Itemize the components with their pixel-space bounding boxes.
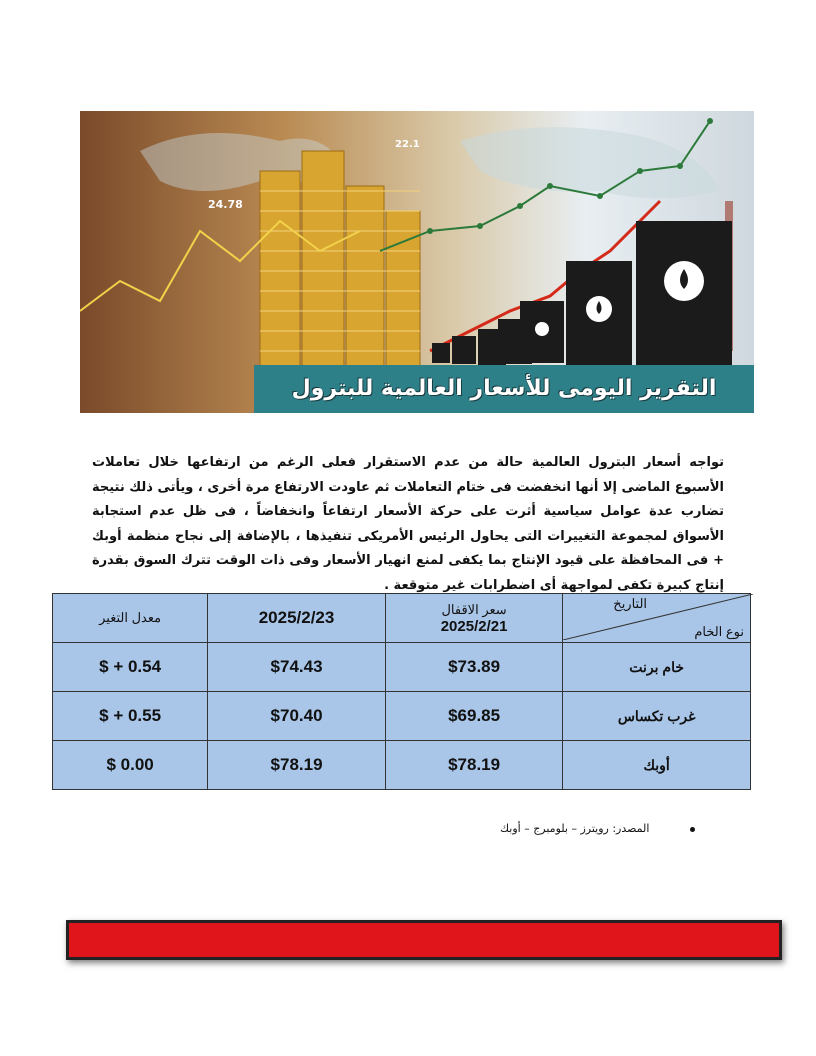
header-date-label: التاريخ: [613, 596, 648, 611]
price-change: $ + 0.55: [53, 692, 208, 741]
closing-price-label: سعر الاقفال: [441, 601, 507, 617]
header-date2: 2025/2/23: [208, 594, 386, 643]
table-header-row: [53, 594, 751, 643]
price-table: [52, 593, 751, 790]
intro-paragraph: تواجه أسعار البترول العالمية حالة من عدم الاستقرار فعلى الرغم من ارتفاعها خلال تعاملات الأسبوع الماضى إلا أنها انخفضت فى ختام التعاملات ثم عاودت الارتفاع مرة أخرى ، ويأتى ذلك نتيجة تضارب عدة عوامل سياسية أثرت على حركة الأسعار ارتفاعاً وانخفاضاً ، فى ظل عدم استجابة الأسواق لمجموعة التغييرات التى يحاول الرئيس الأمريكى تنفيذها ، بالإضافة إلى نجاح منظمة أوبك + فى المحافظة على قيود الإنتاج بما يكفى لمنع انهيار الأسعار وفى ذات الوقت تترك السوق بقدرة إنتاج كبيرة تكفى لمواجهة أى اضطرابات غير متوقعة .: [92, 455, 724, 593]
bullet-icon: [690, 827, 695, 832]
price-date1: $78.19: [385, 741, 562, 790]
price-change: $ 0.00: [53, 741, 208, 790]
header-crude-type-label: نوع الخام: [694, 624, 744, 639]
price-date1: $73.89: [385, 643, 562, 692]
price-change: $ + 0.54: [53, 643, 208, 692]
crude-name: خام برنت: [563, 643, 751, 692]
crude-name: أوبك: [563, 741, 751, 790]
corner-header-cell: [563, 594, 751, 643]
header-change-rate: معدل التغير: [53, 594, 208, 643]
source-note: المصدر: رويترز – بلومبرج – أوبك: [500, 822, 650, 835]
price-date1: $69.85: [385, 692, 562, 741]
price-date2: $74.43: [208, 643, 386, 692]
table-row: [53, 643, 751, 692]
table-row: [53, 741, 751, 790]
footer-red-bar: [66, 920, 782, 960]
banner-title: التقرير اليومى للأسعار العالمية للبترول: [254, 365, 754, 413]
table-row: [53, 692, 751, 741]
price-date2: $78.19: [208, 741, 386, 790]
header-date1: 2025/2/21: [440, 617, 508, 635]
header-closing-price: [385, 594, 562, 643]
price-date2: $70.40: [208, 692, 386, 741]
ticker-value-top: 22.1: [395, 139, 420, 150]
ticker-value-left: 24.78: [208, 198, 243, 211]
crude-name: غرب تكساس: [563, 692, 751, 741]
